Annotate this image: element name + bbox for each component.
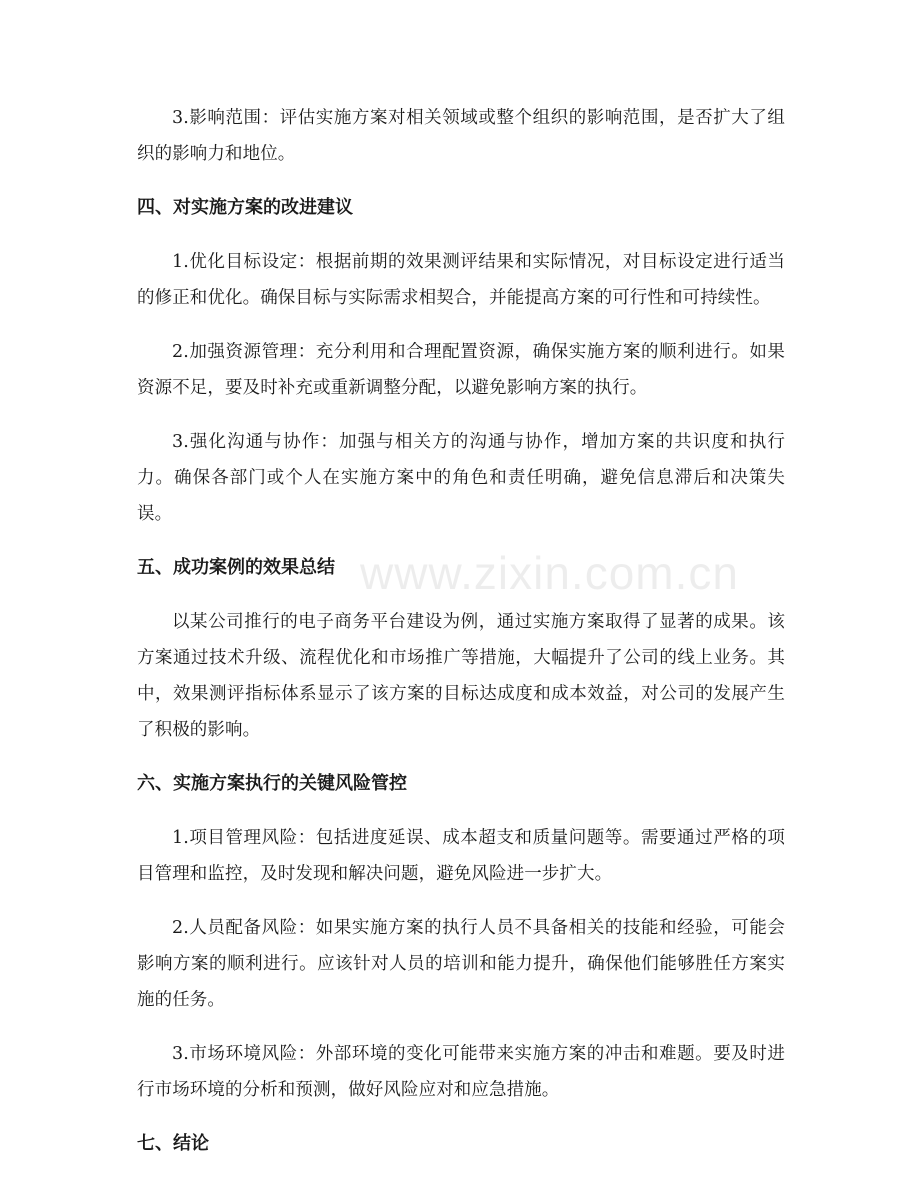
paragraph-success-case: 以某公司推行的电子商务平台建设为例，通过实施方案取得了显著的成果。该方案通过技术升级、流程优化和市场推广等措施，大幅提升了公司的线上业务。其中，效果测评指标体系显示了该方案的目标达成度和成本效益，对公司的发展产生了积极的影响。 xyxy=(137,612,785,740)
paragraph-project-risk: 1.项目管理风险：包括进度延误、成本超支和质量问题等。需要通过严格的项目管理和监控，及时发现和解决问题，避免风险进一步扩大。 xyxy=(137,828,785,884)
heading-section-7: 七、结论 xyxy=(137,1133,209,1154)
heading-section-6: 六、实施方案执行的关键风险管控 xyxy=(137,773,407,794)
heading-section-5: 五、成功案例的效果总结 xyxy=(137,557,335,578)
document-page xyxy=(137,100,785,1180)
paragraph-communication: 3.强化沟通与协作：加强与相关方的沟通与协作，增加方案的共识度和执行力。确保各部门或个人在实施方案中的角色和责任明确，避免信息滞后和决策失误。 xyxy=(137,432,785,524)
heading-section-4: 四、对实施方案的改进建议 xyxy=(137,197,353,218)
paragraph-staffing-risk: 2.人员配备风险：如果实施方案的执行人员不具备相关的技能和经验，可能会影响方案的顺利进行。应该针对人员的培训和能力提升，确保他们能够胜任方案实施的任务。 xyxy=(137,918,785,1010)
paragraph-impact-scope: 3.影响范围：评估实施方案对相关领域或整个组织的影响范围，是否扩大了组织的影响力和地位。 xyxy=(137,108,785,164)
watermark: www.zixin.com.cn xyxy=(360,547,739,599)
paragraph-resource-management: 2.加强资源管理：充分利用和合理配置资源，确保实施方案的顺利进行。如果资源不足，要及时补充或重新调整分配，以避免影响方案的执行。 xyxy=(137,342,785,398)
paragraph-optimize-goals: 1.优化目标设定：根据前期的效果测评结果和实际情况，对目标设定进行适当的修正和优化。确保目标与实际需求相契合，并能提高方案的可行性和可持续性。 xyxy=(137,252,785,308)
paragraph-market-risk: 3.市场环境风险：外部环境的变化可能带来实施方案的冲击和难题。要及时进行市场环境的分析和预测，做好风险应对和应急措施。 xyxy=(137,1044,785,1100)
